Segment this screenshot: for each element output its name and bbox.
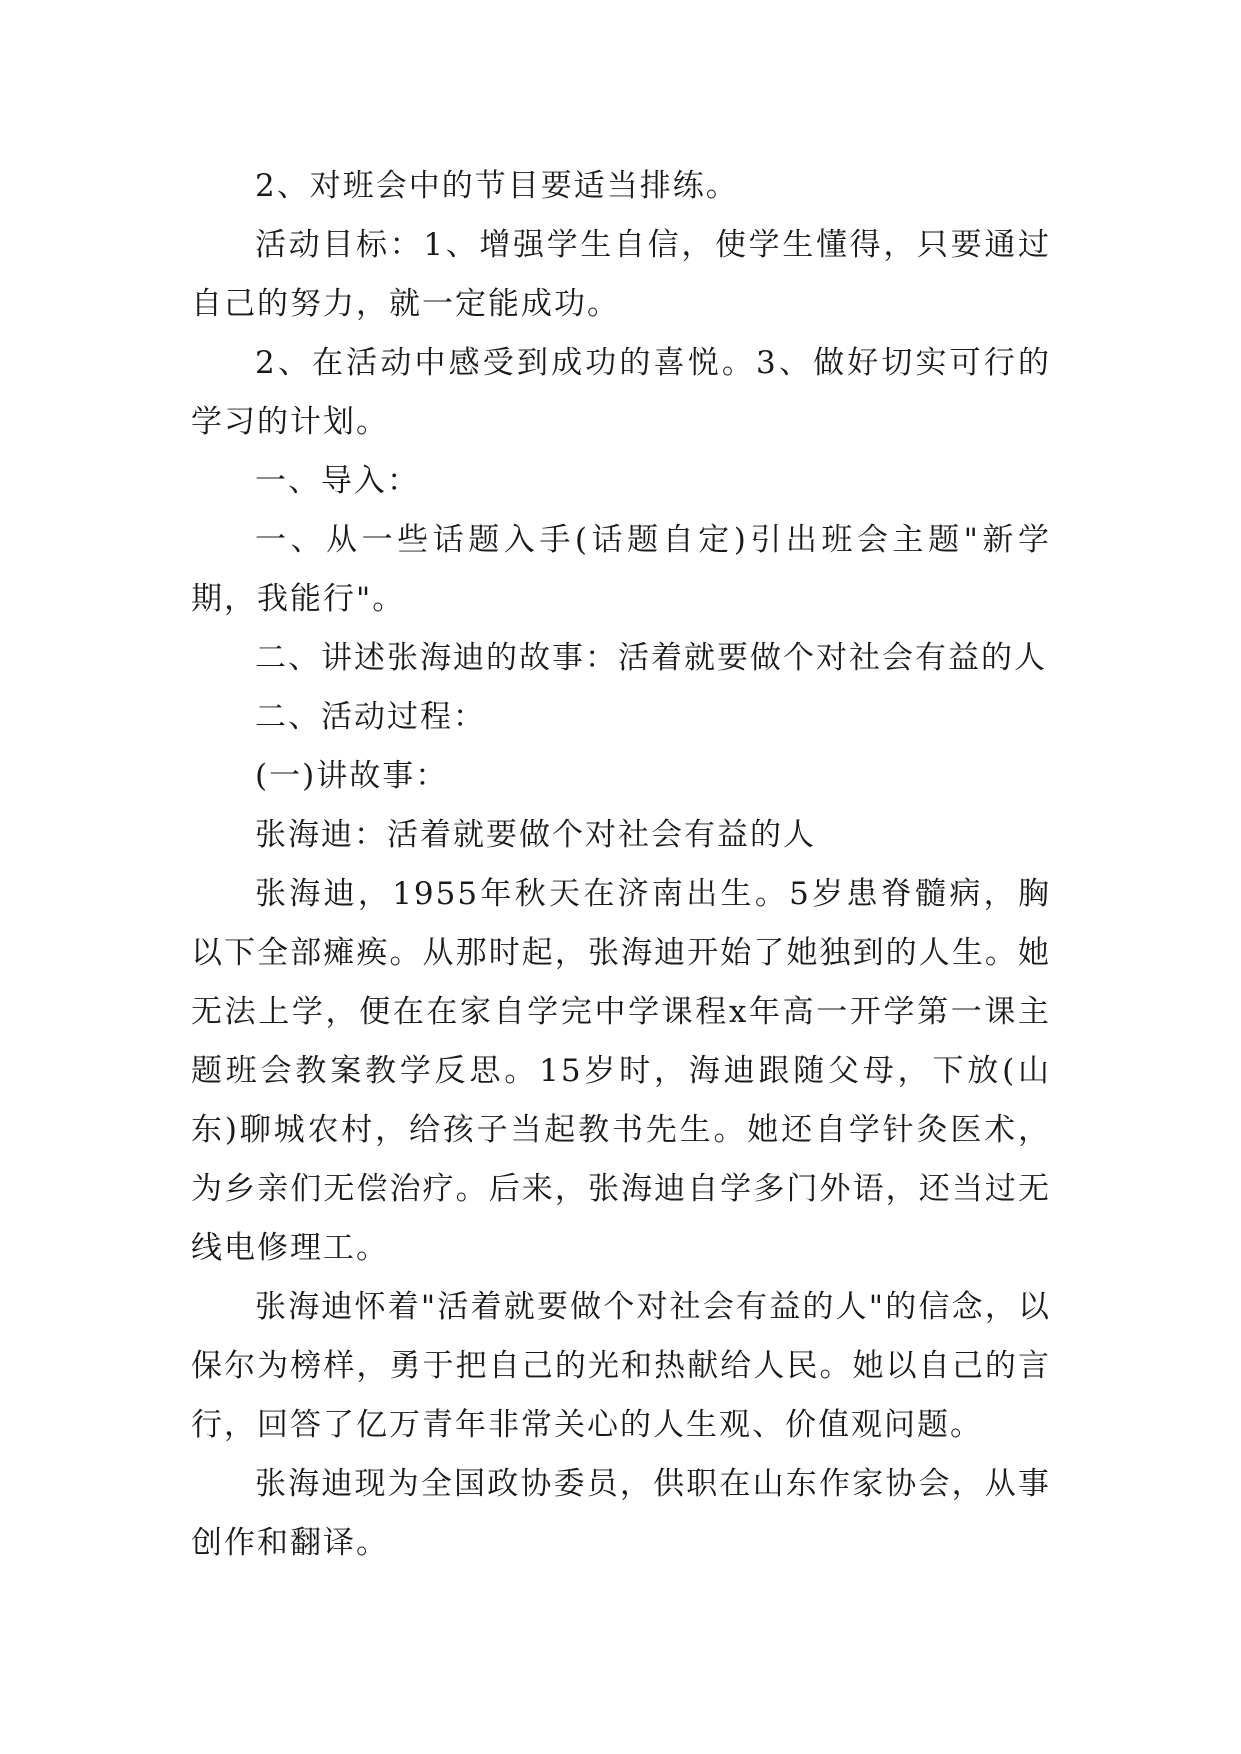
- paragraph-story-intro: 二、讲述张海迪的故事：活着就要做个对社会有益的人: [255, 640, 1047, 676]
- paragraph-goals-continued: 2、在活动中感受到成功的喜悦。3、做好切实可行的学习的计划。: [191, 345, 1051, 440]
- heading-introduction: 一、导入：: [255, 463, 420, 499]
- paragraph-biography: 张海迪，1955年秋天在济南出生。5岁患脊髓病，胸以下全部瘫痪。从那时起，张海迪开始了她独到的人生。她无法上学，便在在家自学完中学课程x年高一开学第一课主题班会教案教学反思。15岁时，海迪跟随父母，下放(山东)聊城农村，给孩子当起教书先生。她还自学针灸医术，为乡亲们无偿治疗。后来，张海迪自学多门外语，还当过无线电修理工。: [191, 876, 1051, 1266]
- paragraph-topic-intro: 一、从一些话题入手(话题自定)引出班会主题"新学期，我能行"。: [191, 522, 1051, 617]
- story-title: 张海迪：活着就要做个对社会有益的人: [255, 817, 816, 853]
- paragraph-current-role: 张海迪现为全国政协委员，供职在山东作家协会，从事创作和翻译。: [191, 1466, 1051, 1561]
- paragraph-belief: 张海迪怀着"活着就要做个对社会有益的人"的信念，以保尔为榜样，勇于把自己的光和热献给人民。她以自己的言行，回答了亿万青年非常关心的人生观、价值观问题。: [191, 1289, 1051, 1443]
- heading-tell-story: (一)讲故事：: [255, 758, 449, 794]
- paragraph-rehearsal: 2、对班会中的节目要适当排练。: [255, 168, 739, 204]
- paragraph-activity-goals: 活动目标：1、增强学生自信，使学生懂得，只要通过自己的努力，就一定能成功。: [191, 227, 1051, 322]
- heading-activity-process: 二、活动过程：: [255, 699, 486, 735]
- document-body: [191, 157, 1051, 1573]
